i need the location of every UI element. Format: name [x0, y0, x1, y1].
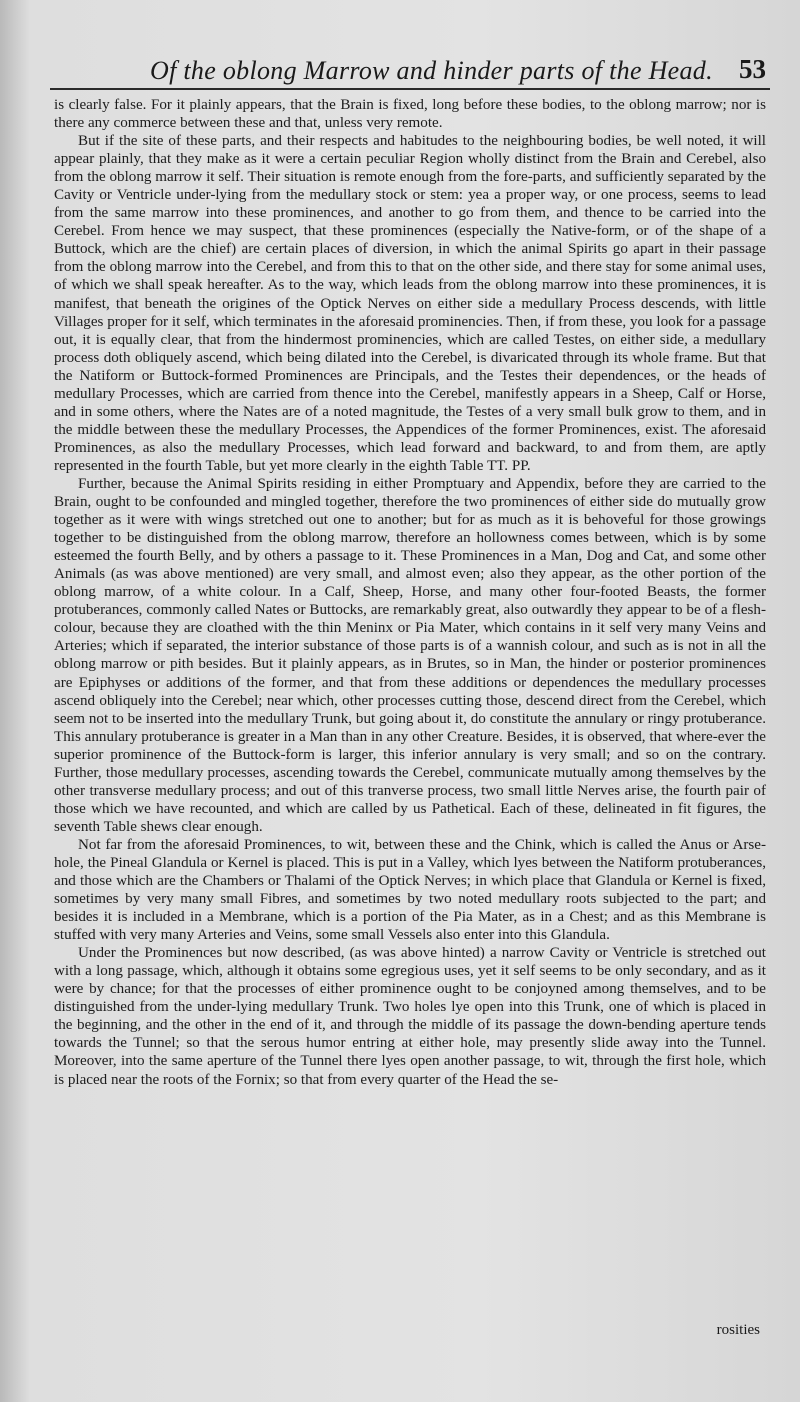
page-header — [0, 52, 800, 92]
paragraph-2: But if the site of these parts, and their respects and habitudes to the neighbouring bodies, be well noted, it will appear plainly, that they make as it were a certain peculiar Region wholly distinct from the Brain and Cerebel, also from the oblong marrow it self. Their situation is remote enough from the fore-parts, and sufficiently separated by the Cavity or Ventricle under-lying from the medullary stock or stem: yea a proper way, or one process, seems to lead from the same marrow into these prominences, and another to go from them, and thence to be carried into the Cerebel. From hence we may suspect, that these prominences (especially the Native-form, or of the shape of a Buttock, which are the chief) are certain places of diversion, in which the animal Spirits go apart in their passage from the oblong marrow into the Cerebel, and from this to that on the other side, and there stay for some animal uses, of which we shall speak hereafter. As to the way, which leads from the oblong marrow into these prominences, it is manifest, that beneath the origines of the Optick Nerves on either side a medullary Process descends, with little Villages proper for it self, which terminates in the aforesaid prominencies. Then, if from these, you look for a passage out, it is equally clear, that from the hindermost prominencies, which are called Testes, on either side, a medullary process doth obliquely ascend, which being dilated into the Cerebel, is divaricated through its whole frame. But that the Natiform or Buttock-formed Prominences are Principals, and the Testes their dependences, or the heads of medullary Processes, which are carried from thence into the Cerebel, manifestly appears in a Sheep, Calf or Horse, and in some others, where the Nates are of a noted magnitude, the Testes of a very small bulk grow to them, and in the middle between these the medullary Processes, the Appendices of the former Prominences, exist. The aforesaid Prominences, as also the medullary Processes, which lead forward and backward, to and from them, are aptly represented in the fourth Table, but yet more clearly in the eighth Table TT. PP. — [54, 133, 766, 474]
page-number: 53 — [739, 54, 766, 84]
header-rule — [50, 88, 770, 90]
paragraph-3: Further, because the Animal Spirits residing in either Promptuary and Appendix, before they are carried to the Brain, ought to be confounded and mingled together, therefore the two prominences of either side do mutually grow together as it were with wings stretched out one to another; but for as much as it is behoveful for those growings together to be distinguished from the oblong marrow, therefore an hollowness comes between, which is by some esteemed the fourth Belly, and by others a passage to it. These Prominences in a Man, Dog and Cat, and some other Animals (as was above mentioned) are very small, and almost even; also they appear, as the other portion of the oblong marrow, of a white colour. In a Calf, Sheep, Horse, and many other four-footed Beasts, the former protuberances, commonly called Nates or Buttocks, are remarkably great, also outwardly they appear to be of a flesh-colour, because they are cloathed with the thin Meninx or Pia Mater, which contains in it self very many Veins and Arteries; which if separated, the interior substance of those parts is of a wannish colour, and such as is not in all the oblong marrow or pith besides. But it plainly appears, as in Brutes, so in Man, the hinder or posterior prominences are Epiphyses or additions of the former, and that from these additions or dependences the medullary processes ascend obliquely into the Cerebel; near which, other processes cutting those, descend direct from the Cerebel, which seem not to be inserted into the medullary Trunk, but going about it, do constitute the annulary or ringy protuberance. This annulary protuberance is greater in a Man than in any other Creature. Besides, it is observed, that where-ever the superior prominence of the Buttock-form is larger, this inferior annulary is very small; and so on the contrary. Further, those medullary processes, ascending towards the Cerebel, communicate mutually among themselves by the other transverse medullary process; and out of this tranverse process, two small little Nerves arise, the fourth pair of those which we have recounted, and which are called by us Pathetical. Each of these, delineated in fit figures, the seventh Table shews clear enough. — [54, 475, 766, 835]
paragraph-1: is clearly false. For it plainly appears, that the Brain is fixed, long before these bodies, to the oblong marrow; nor is there any commerce between these and that, unless very remote. — [54, 97, 766, 132]
catchword: rosities — [716, 1322, 760, 1338]
body-text — [54, 96, 766, 1089]
paragraph-5: Under the Prominences but now described, (as was above hinted) a narrow Cavity or Ventricle is stretched out with a long passage, which, although it obtains some egregious uses, yet it self seems to be only secondary, and as it were by chance; for that the processes of either prominence ought to be conjoyned among themselves, and to be distinguished from the under-lying medullary Trunk. Two holes lye open into this Trunk, one of which is placed in the beginning, and the other in the end of it, and through the middle of its passage the down-bending aperture tends towards the Tunnel; so that the serous humor entring at either hole, may presently slide away into the Tunnel. Moreover, into the same aperture of the Tunnel there lyes open another passage, to wit, through the first hole, which is placed near the roots of the Fornix; so that from every quarter of the Head the se- — [54, 945, 766, 1088]
paragraph-4: Not far from the aforesaid Prominences, to wit, between these and the Chink, which is called the Anus or Arse-hole, the Pineal Glandula or Kernel is placed. This is put in a Valley, which lyes between the Natiform protuberances, and those which are the Chambers or Thalami of the Optick Nerves; in which place that Glandula or Kernel is fixed, sometimes by very many small Fibres, and sometimes by two noted medullary roots subjected to the part; and besides it is included in a Membrane, which is a portion of the Pia Mater, as in a Chest; and as this Membrane is stuffed with very many Arteries and Veins, some small Vessels also enter into this Glandula. — [54, 836, 766, 944]
running-title: Of the oblong Marrow and hinder parts of the Head. — [150, 56, 713, 85]
